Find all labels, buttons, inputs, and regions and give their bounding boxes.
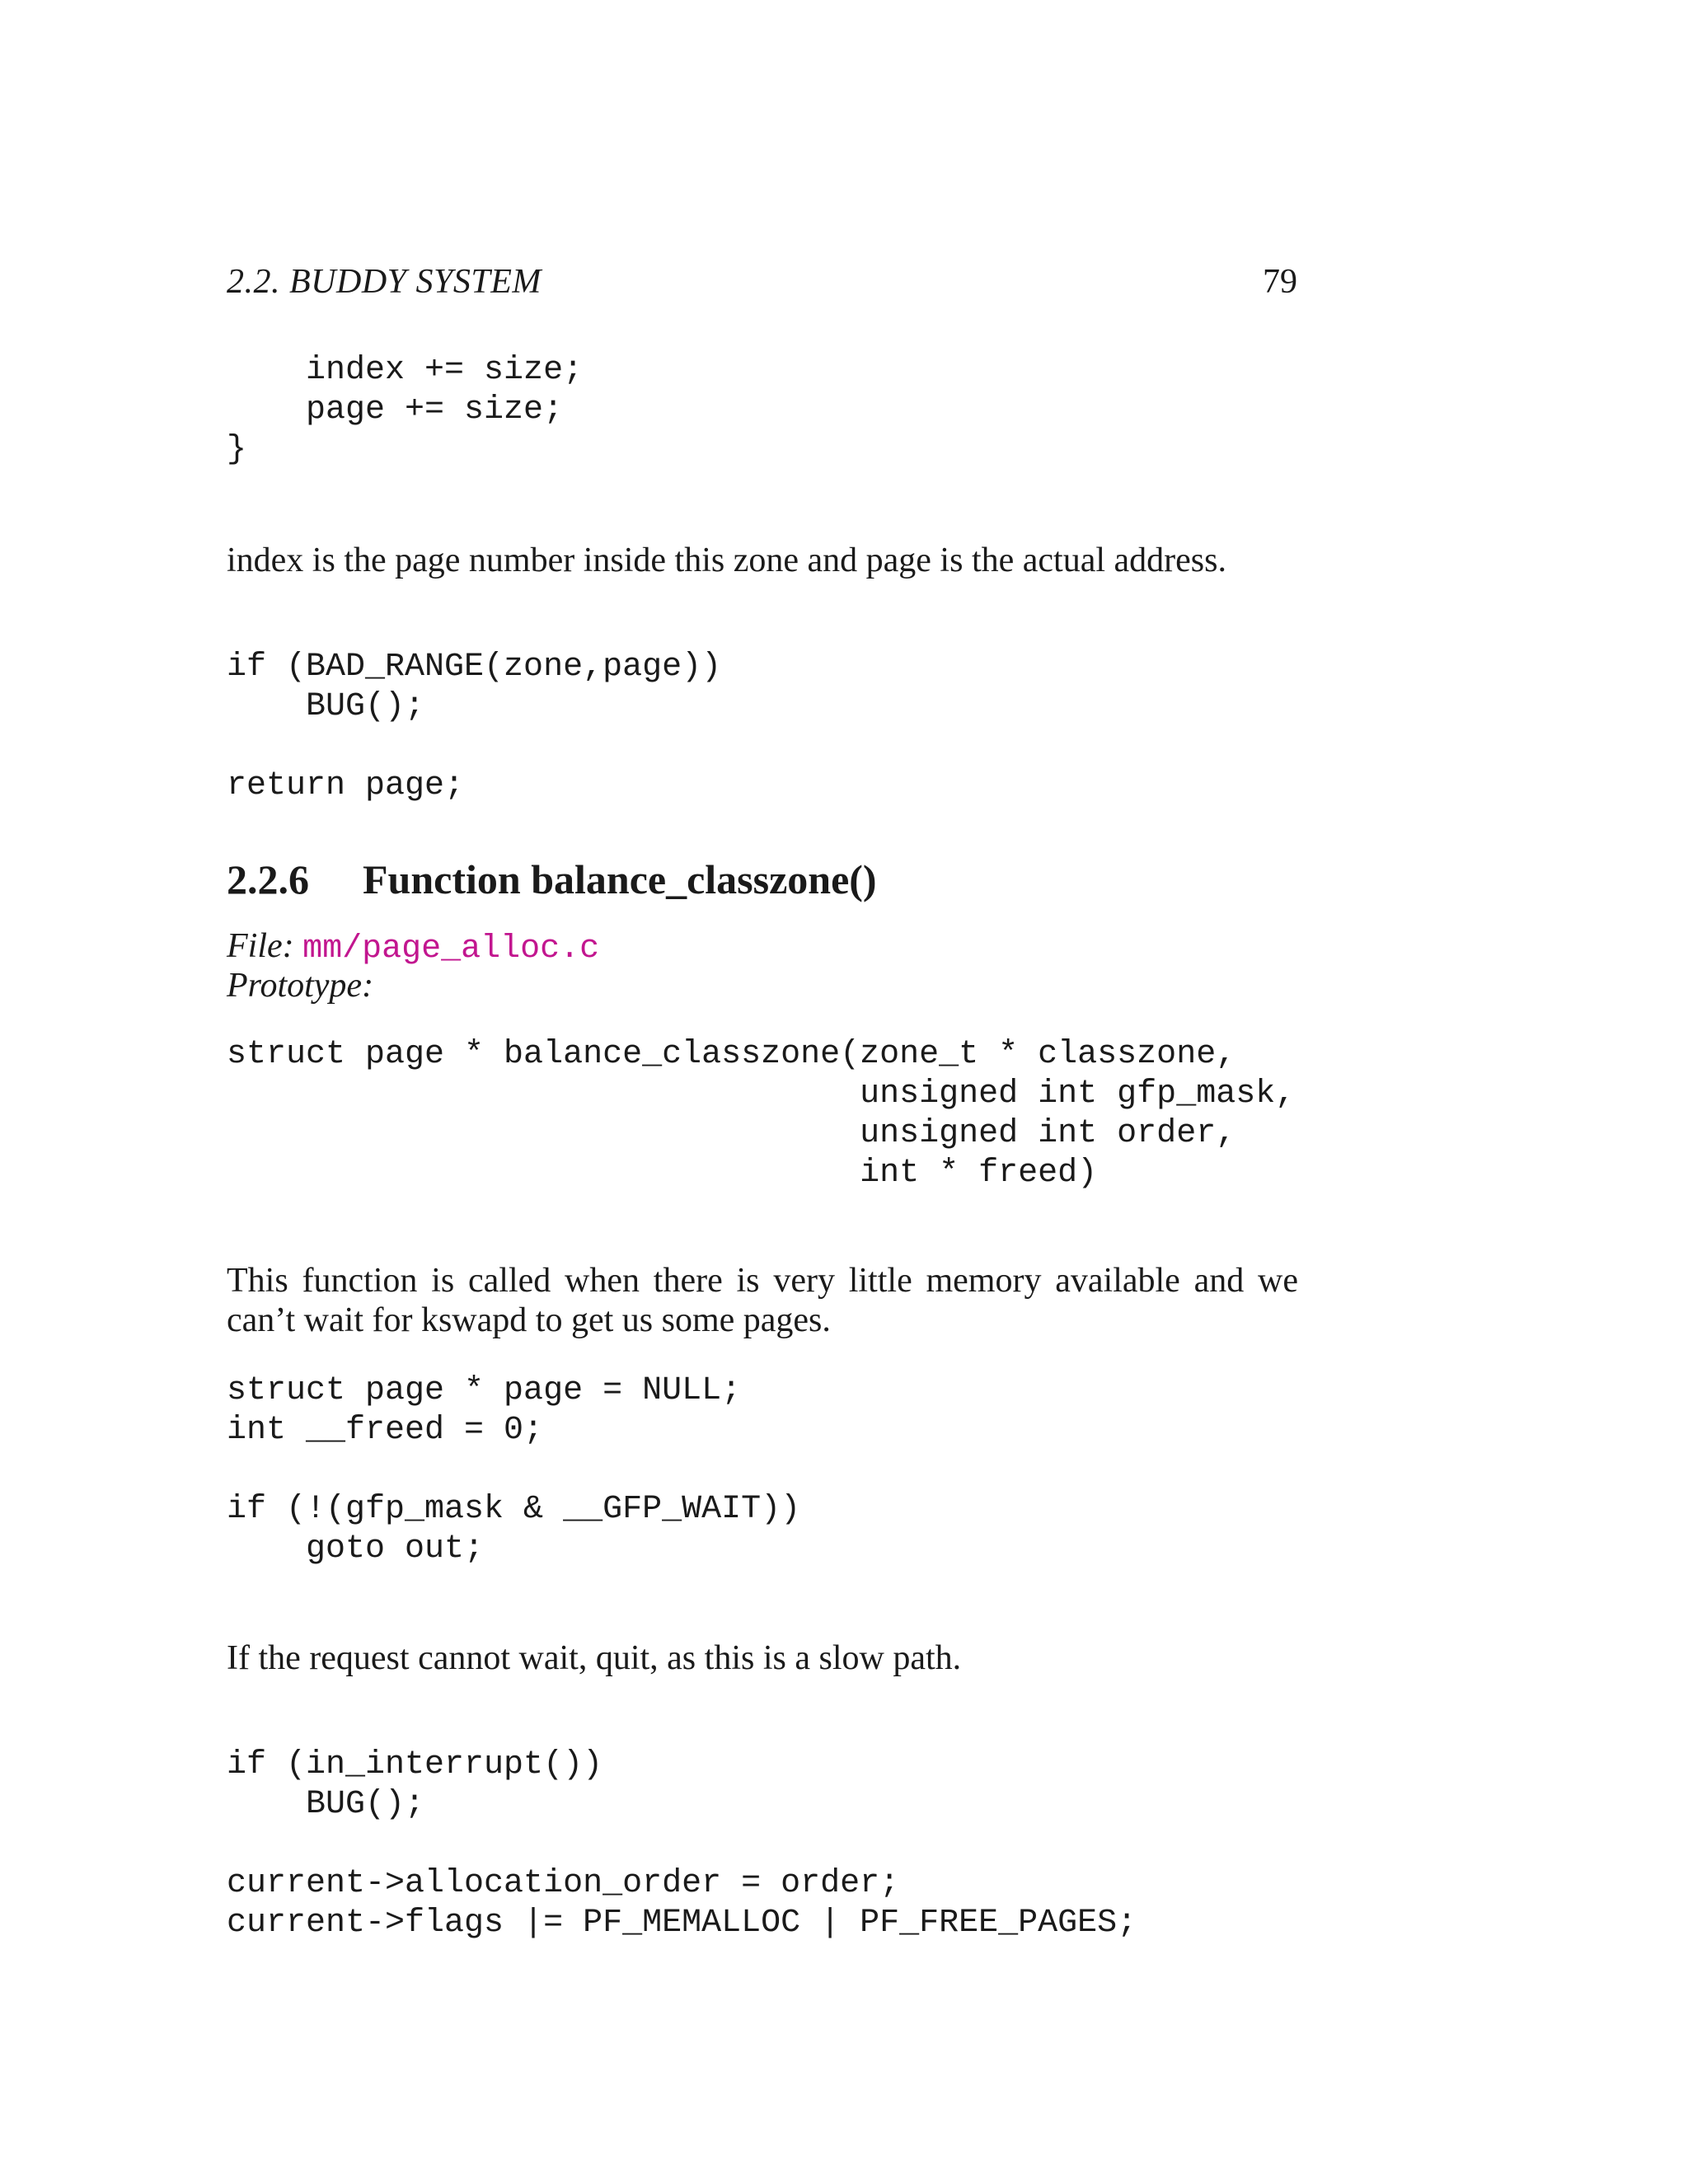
prototype-label: Prototype: xyxy=(227,967,374,1005)
code-block-interrupt: if (in_interrupt()) BUG(); current->allocation_order = order; current->flags |= PF_MEMALLOC | PF_FREE_PAGES; xyxy=(227,1746,1137,1942)
file-path-link[interactable]: mm/page_alloc.c xyxy=(302,930,600,968)
section-heading xyxy=(227,855,877,903)
code-block-init: struct page * page = NULL; int __freed = 0; if (!(gfp_mask & __GFP_WAIT)) goto out; xyxy=(227,1372,801,1568)
paragraph-function-description: This function is called when there is very little memory available and we can’t wait for kswapd to get us some pages. xyxy=(227,1262,1298,1339)
code-block-prototype: struct page * balance_classzone(zone_t * classzone, unsigned int gfp_mask, unsigned int order, int * freed) xyxy=(227,1036,1296,1192)
paragraph-index-explanation: index is the page number inside this zone and page is the actual address. xyxy=(227,541,1226,579)
section-number: 2.2.6 xyxy=(227,856,309,902)
code-block-loop-end: index += size; page += size; } xyxy=(227,352,584,468)
section-title: Function balance_classzone() xyxy=(363,856,877,902)
page-number: 79 xyxy=(1263,263,1297,301)
file-label: File: xyxy=(227,927,294,965)
code-block-bad-range: if (BAD_RANGE(zone,page)) BUG(); return page; xyxy=(227,649,722,804)
running-header-section: 2.2. BUDDY SYSTEM xyxy=(227,263,542,301)
prototype-line xyxy=(227,966,373,1005)
file-line xyxy=(227,926,599,969)
paragraph-request-wait: If the request cannot wait, quit, as this is a slow path. xyxy=(227,1639,962,1677)
